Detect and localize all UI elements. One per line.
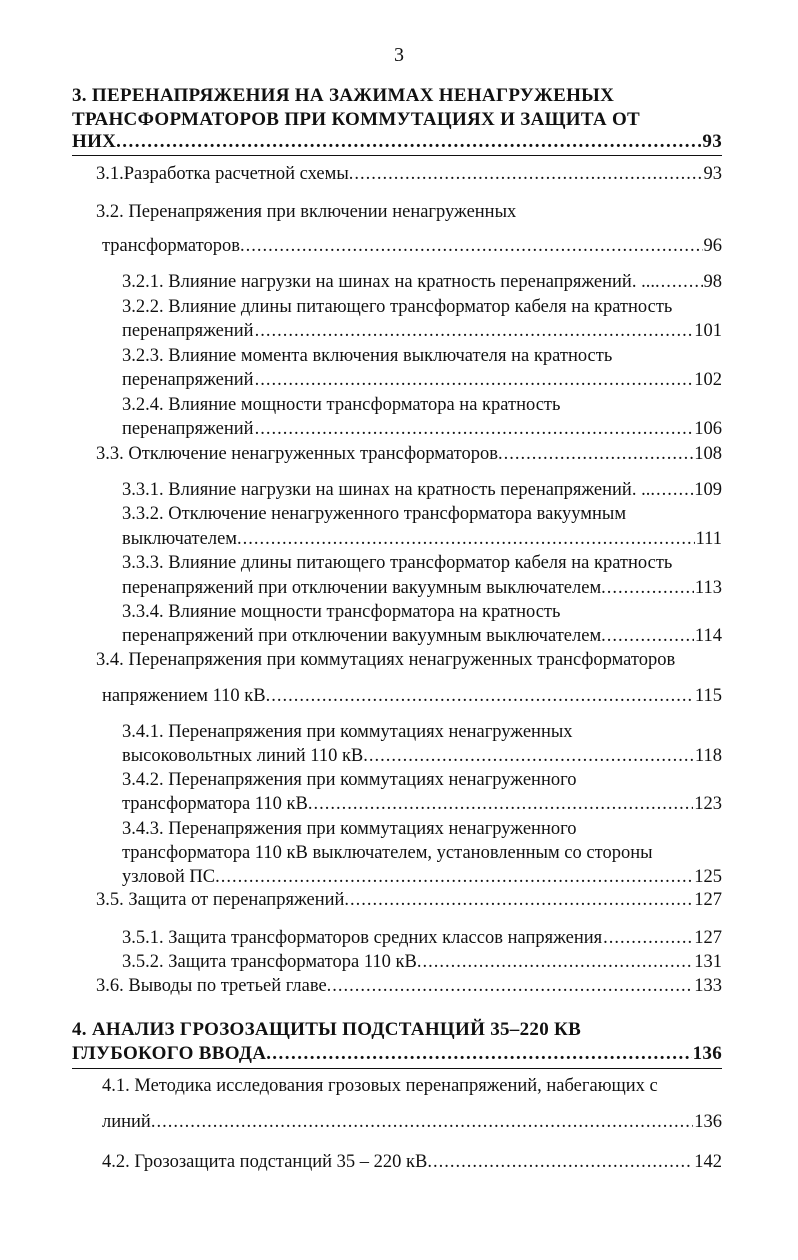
chapter-3-title-line-1: 3. ПЕРЕНАПРЯЖЕНИЯ НА ЗАЖИМАХ НЕНАГРУЖЕНЫХ xyxy=(72,85,615,106)
toc-entry-page: 108 xyxy=(694,444,722,464)
toc-entry-3-4-2 xyxy=(122,792,722,816)
toc-entry-title: 3.5.2. Защита трансформатора 110 кВ. xyxy=(122,952,422,972)
chapter-4-page: 136 xyxy=(692,1043,722,1064)
toc-entry-title: 3.2.1. Влияние нагрузки на шинах на кратность перенапряжений. .... xyxy=(122,272,660,292)
toc-entry-title: 3.3.1. Влияние нагрузки на шинах на кратность перенапряжений. ... xyxy=(122,480,655,500)
toc-entry-title: 3.1.Разработка расчетной схемы. xyxy=(96,164,354,184)
toc-entry-title: трансформатора 110 кВ. xyxy=(122,794,313,814)
leader-dots xyxy=(246,234,703,258)
toc-entry-3-4-3-title: 3.4.3. Перенапряжения при коммутациях ненагруженного xyxy=(122,819,577,839)
toc-entry-3-2 xyxy=(102,234,722,258)
toc-entry-3-3-3-title: 3.3.3. Влияние длины питающего трансформатор кабеля на кратность xyxy=(122,553,673,573)
toc-entry-3-2-3-title: 3.2.3. Влияние момента включения выключателя на кратность xyxy=(122,346,613,366)
toc-entry-title: перенапряжений при отключении вакуумным выключателем. xyxy=(122,626,606,646)
leader-dots xyxy=(243,527,695,551)
toc-entry-page: 115 xyxy=(694,686,722,706)
leader-dots xyxy=(603,926,693,950)
toc-entry-page: 113 xyxy=(694,578,722,598)
leader-dots xyxy=(354,162,702,186)
leader-dots xyxy=(221,865,694,889)
chapter-3-page: 93 xyxy=(702,131,722,152)
toc-entry-title: 3.6. Выводы по третьей главе. xyxy=(96,976,332,996)
leader-dots xyxy=(255,368,694,392)
toc-entry-3-3 xyxy=(96,442,722,466)
toc-entry-page: 131 xyxy=(694,952,722,972)
chapter-4-underline xyxy=(72,1068,722,1069)
toc-entry-title: напряжением 110 кВ. xyxy=(102,686,271,706)
toc-entry-3-4-3 xyxy=(122,865,722,889)
toc-entry-title: перенапряжений xyxy=(122,419,254,439)
chapter-4-title-line-1: 4. АНАЛИЗ ГРОЗОЗАЩИТЫ ПОДСТАНЦИЙ 35–220 КВ xyxy=(72,1019,582,1040)
toc-entry-3-5-2 xyxy=(122,950,722,974)
toc-entry-title: перенапряжений xyxy=(122,370,254,390)
chapter-3-entry xyxy=(72,130,722,154)
toc-entry-3-4-1-title: 3.4.1. Перенапряжения при коммутациях ненагруженных xyxy=(122,722,573,742)
leader-dots xyxy=(156,1110,693,1134)
toc-entry-3-4-2-title: 3.4.2. Перенапряжения при коммутациях ненагруженного xyxy=(122,770,577,790)
toc-entry-3-4 xyxy=(102,684,722,708)
toc-entry-title: 3.5.1. Защита трансформаторов средних классов напряжения xyxy=(122,928,603,948)
toc-entry-3-6 xyxy=(96,974,722,998)
leader-dots xyxy=(369,744,694,768)
toc-entry-title: 3.3. Отключение ненагруженных трансформаторов. xyxy=(96,444,503,464)
toc-entry-3-2-title: 3.2. Перенапряжения при включении ненагруженных xyxy=(96,202,517,222)
toc-entry-title: узловой ПС. xyxy=(122,867,220,887)
chapter-4-title-line-2: ГЛУБОКОГО ВВОДА. xyxy=(72,1043,272,1064)
leader-dots xyxy=(350,888,693,912)
toc-entry-page: 93 xyxy=(703,164,722,184)
toc-entry-3-5-1 xyxy=(122,926,722,950)
leader-dots xyxy=(313,792,693,816)
toc-entry-3-3-3 xyxy=(122,576,722,600)
toc-entry-3-3-4-title: 3.3.4. Влияние мощности трансформатора на кратность xyxy=(122,602,561,622)
toc-entry-3-2-1 xyxy=(122,270,722,294)
leader-dots xyxy=(255,417,694,441)
leader-dots xyxy=(332,974,693,998)
leader-dots xyxy=(656,478,693,502)
toc-entry-title: перенапряжений xyxy=(122,321,254,341)
toc-entry-3-2-2-title: 3.2.2. Влияние длины питающего трансформатор кабеля на кратность xyxy=(122,297,673,317)
toc-entry-3-2-2 xyxy=(122,319,722,343)
leader-dots xyxy=(433,1150,693,1174)
toc-entry-page: 111 xyxy=(695,529,722,549)
leader-dots xyxy=(271,684,694,708)
toc-entry-3-4-title: 3.4. Перенапряжения при коммутациях ненагруженных трансформаторов xyxy=(96,650,676,670)
toc-entry-title: выключателем. xyxy=(122,529,242,549)
leader-dots xyxy=(607,576,694,600)
leader-dots xyxy=(122,130,701,154)
toc-entry-3-1 xyxy=(96,162,722,186)
toc-entry-3-3-2-title: 3.3.2. Отключение ненагруженного трансформатора вакуумным xyxy=(122,504,627,524)
chapter-3-title-line-3: НИХ. xyxy=(72,131,122,152)
toc-entry-3-3-2 xyxy=(122,527,722,551)
toc-entry-page: 102 xyxy=(694,370,722,390)
toc-entry-title: 3.5. Защита от перенапряжений. xyxy=(96,890,350,910)
toc-entry-4-2 xyxy=(102,1150,722,1174)
toc-entry-page: 101 xyxy=(694,321,722,341)
toc-entry-3-5 xyxy=(96,888,722,912)
toc-entry-page: 123 xyxy=(694,794,722,814)
toc-entry-4-1-title: 4.1. Методика исследования грозовых перенапряжений, набегающих с xyxy=(102,1076,658,1096)
page-number: 3 xyxy=(394,44,404,66)
leader-dots xyxy=(422,950,693,974)
toc-entry-title: перенапряжений при отключении вакуумным выключателем. xyxy=(122,578,606,598)
toc-entry-page: 114 xyxy=(694,626,722,646)
chapter-3-underline xyxy=(72,155,722,156)
leader-dots xyxy=(272,1042,691,1066)
chapter-4-entry xyxy=(72,1042,722,1066)
toc-entry-page: 127 xyxy=(694,928,722,948)
toc-entry-page: 125 xyxy=(694,867,722,887)
leader-dots xyxy=(504,442,694,466)
toc-entry-4-1 xyxy=(102,1110,722,1134)
toc-entry-title: трансформаторов. xyxy=(102,236,245,256)
toc-entry-3-3-4 xyxy=(122,624,722,648)
toc-entry-3-2-4 xyxy=(122,417,722,441)
toc-entry-3-2-4-title: 3.2.4. Влияние мощности трансформатора на кратность xyxy=(122,395,561,415)
toc-entry-3-2-3 xyxy=(122,368,722,392)
toc-entry-title: линий. xyxy=(102,1112,156,1132)
toc-entry-page: 109 xyxy=(694,480,722,500)
toc-entry-page: 142 xyxy=(694,1152,722,1172)
toc-entry-title: 4.2. Грозозащита подстанций 35 – 220 кВ. xyxy=(102,1152,432,1172)
toc-entry-page: 118 xyxy=(694,746,722,766)
toc-entry-page: 127 xyxy=(694,890,722,910)
toc-entry-page: 136 xyxy=(694,1112,722,1132)
chapter-3-title-line-2: ТРАНСФОРМАТОРОВ ПРИ КОММУТАЦИЯХ И ЗАЩИТА ОТ xyxy=(72,109,641,130)
leader-dots xyxy=(661,270,703,294)
toc-entry-3-4-1 xyxy=(122,744,722,768)
toc-entry-page: 98 xyxy=(703,272,722,292)
toc-entry-3-4-3-title-line-2: трансформатора 110 кВ выключателем, установленным со стороны xyxy=(122,843,653,863)
toc-entry-title: высоковольтных линий 110 кВ. xyxy=(122,746,368,766)
leader-dots xyxy=(255,319,694,343)
toc-entry-page: 133 xyxy=(694,976,722,996)
toc-entry-page: 106 xyxy=(694,419,722,439)
toc-entry-page: 96 xyxy=(703,236,722,256)
leader-dots xyxy=(607,624,694,648)
toc-entry-3-3-1 xyxy=(122,478,722,502)
